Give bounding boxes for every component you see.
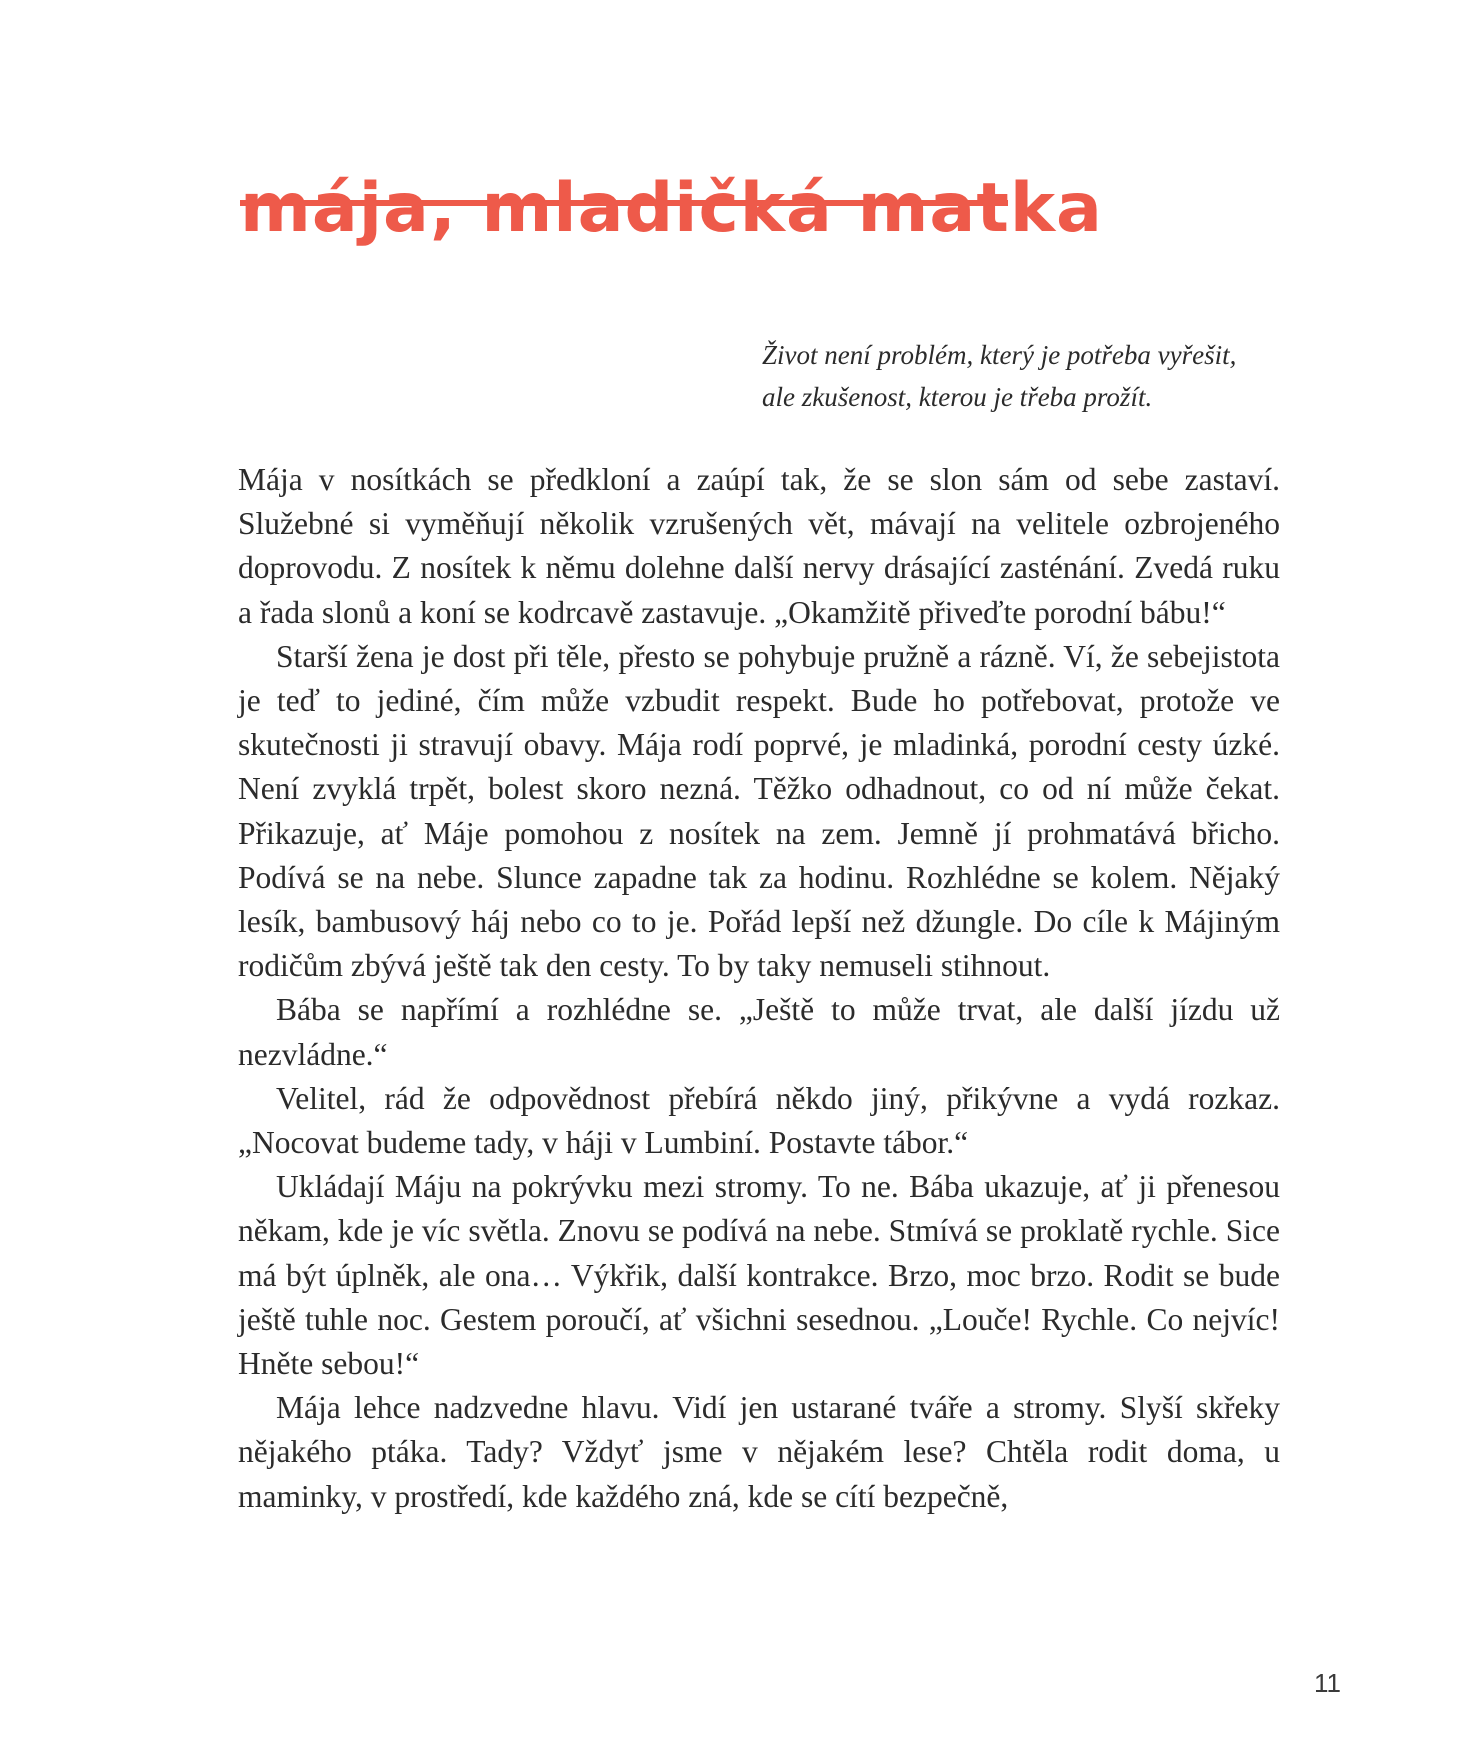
body-text [238,458,1280,1519]
page-number: 11 [1314,1668,1341,1698]
paragraph-6: Mája lehce nadzvedne hlavu. Vidí jen ustarané tváře a stromy. Slyší skřeky nějakého ptáka. Tady? Vždyť jsme v nějakém lese? Chtěla rodit doma, u maminky, v prostředí, kde každého zná, kde se cítí bezpečně, [238,1390,1280,1514]
epigraph-line-2: ale zkušenost, kterou je třeba prožít. [762,382,1153,412]
paragraph-5: Ukládají Máju na pokrývku mezi stromy. To ne. Bába ukazuje, ať ji přenesou někam, kde je víc světla. Znovu se podívá na nebe. Stmívá se proklatě rychle. Sice má být úplněk, ale ona… Výkřik, další kontrakce. Brzo, moc brzo. Rodit se bude ještě tuhle noc. Gestem poroučí, ať všichni sesednou. „Louče! Rychle. Co nejvíc! Hněte sebou!“ [238,1169,1280,1382]
epigraph-line-1: Život není problém, který je potřeba vyřešit, [762,340,1237,370]
paragraph-3: Bába se napřímí a rozhlédne se. „Ještě to může trvat, ale další jízdu už nezvládne.“ [238,992,1280,1072]
chapter-title: mája, mladičká matka [240,169,1103,248]
paragraph-2: Starší žena je dost při těle, přesto se pohybuje pružně a rázně. Ví, že sebejistota je teď to jediné, čím může vzbudit respekt. Bude ho potřebovat, protože ve skutečnosti ji stravují obavy. Mája rodí poprvé, je mladinká, porodní cesty úzké. Není zvyklá trpět, bolest skoro nezná. Těžko odhadnout, co od ní může čekat. Přikazuje, ať Máje pomohou z nosítek na zem. Jemně jí prohmatává břicho. Podívá se na nebe. Slunce zapadne tak za hodinu. Rozhlédne se kolem. Nějaký lesík, bambusový háj nebo co to je. Pořád lepší než džungle. Do cíle k Májiným rodičům zbývá ještě tak den cesty. To by taky nemuseli stihnout. [238,638,1280,984]
paragraph-4: Velitel, rád že odpovědnost přebírá někdo jiný, přikývne a vydá rozkaz. „Nocovat budeme tady, v háji v Lumbiní. Postavte tábor.“ [238,1080,1280,1161]
epigraph [762,334,1282,418]
paragraph-1: Mája v nosítkách se předkloní a zaúpí tak, že se slon sám od sebe zastaví. Služebné si vyměňují několik vzrušených vět, mávají na velitele ozbrojeného doprovodu. Z nosítek k němu dolehne další nervy drásající zasténání. Zvedá ruku a řada slonů a koní se kodrcavě zastavuje. „Okamžitě přiveďte porodní bábu!“ [238,462,1280,630]
